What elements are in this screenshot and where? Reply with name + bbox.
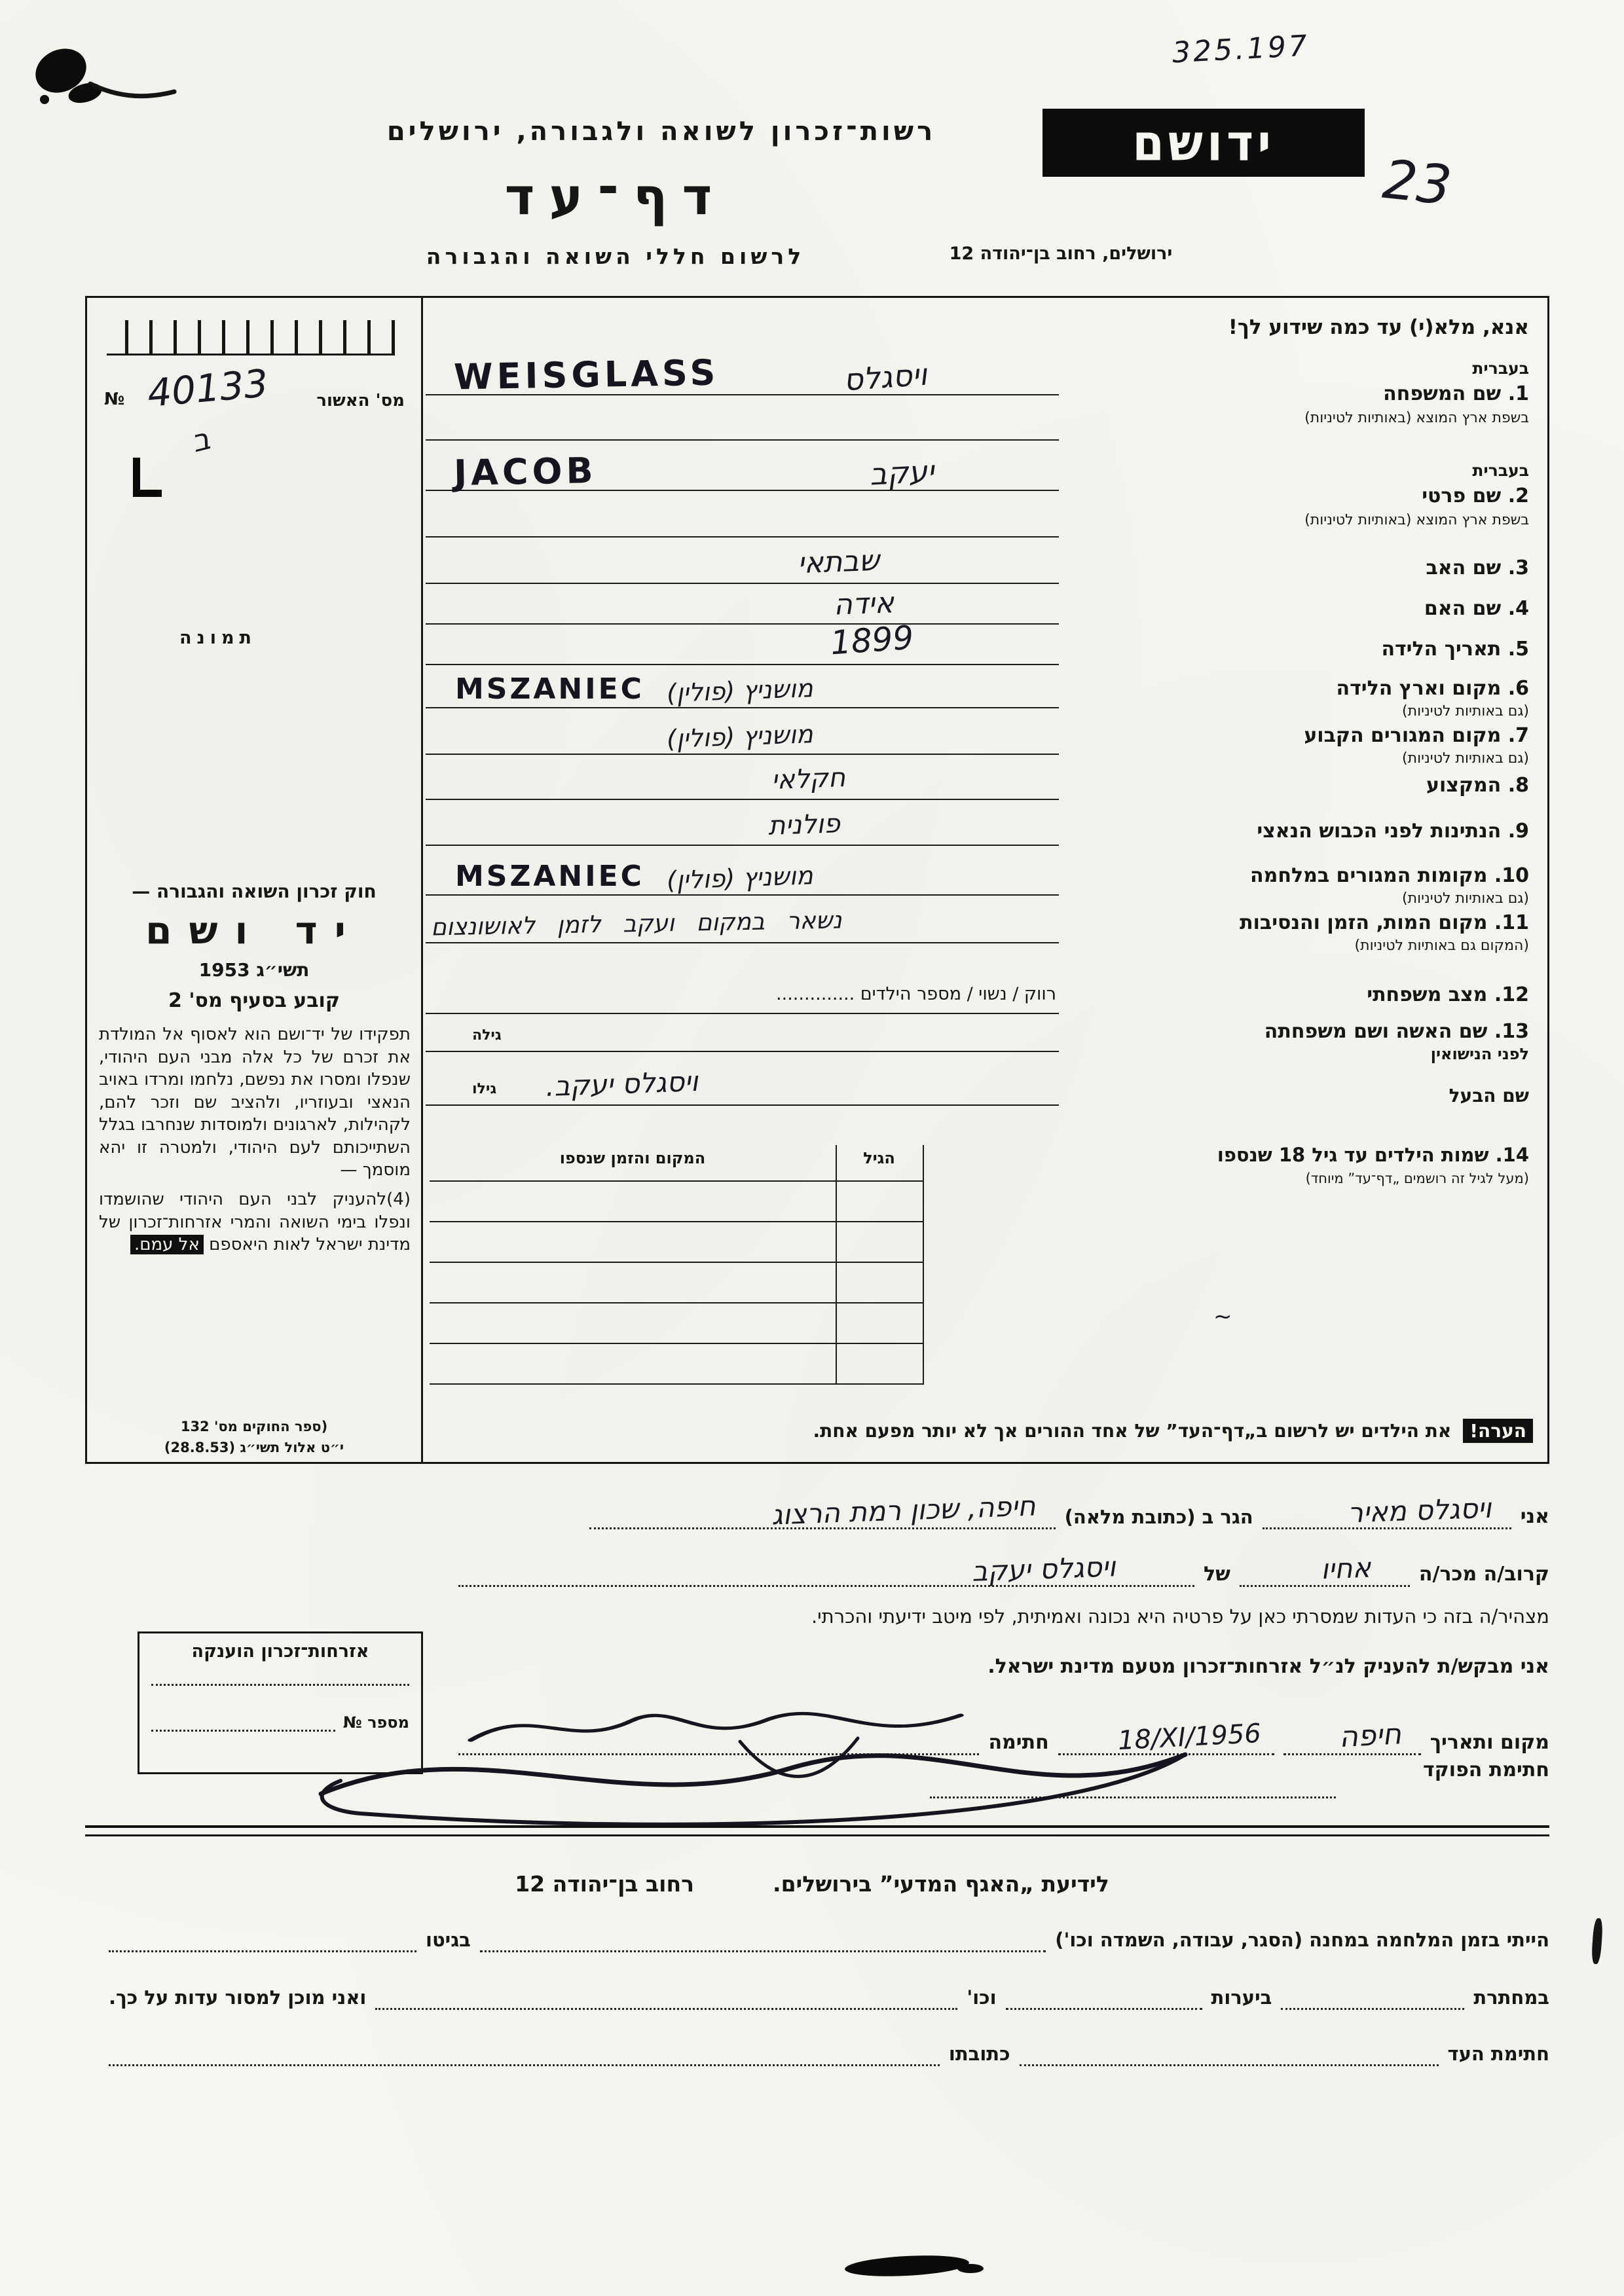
field6-label: 6. מקום וארץ הלידה (1336, 677, 1529, 700)
note-tag: הערה! (1463, 1419, 1533, 1443)
underground-forests-row (109, 1986, 1549, 2010)
first-name-latin-handwritten: JACOB (453, 450, 598, 494)
children-table-place-header: המקום והזמן שנספו (559, 1149, 706, 1167)
residence-handwritten: מושניץ (פולין) (666, 720, 814, 754)
place-field (1283, 1719, 1421, 1755)
birth-year-handwritten: 1899 (829, 618, 915, 663)
camp-line (480, 1946, 1046, 1952)
field7-label: 7. מקום המגורים הקבוע (1304, 724, 1529, 747)
relation-field (1240, 1552, 1410, 1587)
clerk-signature-label: חתימת הפוקד (1423, 1758, 1549, 1781)
clerk-signature (282, 1715, 1303, 1840)
law-body (99, 1023, 411, 1256)
tally-ticks (107, 320, 395, 354)
camp-text: הייתי בזמן המלחמה במחנה (הסגר, עבודה, השמדה וכו') (1055, 1929, 1549, 1951)
approval-number-label: מס' האשור (316, 391, 405, 410)
witness-signature-row (109, 2043, 1549, 2066)
yad-vashem-logo-text: ידושם (1132, 113, 1275, 173)
field9-line (426, 845, 1059, 846)
office-address: ירושלים, רחוב בן־יהודה 12 (949, 244, 1173, 264)
children-table-row-line (430, 1221, 923, 1222)
underground-label: במחתרת (1473, 1986, 1549, 2009)
law-body-paragraph-1: תפקידו של יד־ושם הוא לאסוף אל המולדת את זכרם של כל אלה מבני העם היהודי, שנפלו ומסרו את נפשם, נלחמו ומרדו באויב הנאצי ובעוזריו, ולהציב שם וזכר להם, לקהילות, לארגונים ולמוסדות שנחרבו בגלל השתייכותם לעם היהודי, ולמטרה זו יהא מוסמך — (99, 1025, 411, 1180)
field8-line (426, 799, 1059, 800)
her-age-label: גילה (472, 1027, 502, 1044)
wartime-residence-hebrew-handwritten: מושניץ (פולין) (666, 861, 814, 895)
testify-text: ואני מוכן למסור עדות על כך. (109, 1986, 367, 2009)
granted-number-row (151, 1713, 409, 1732)
witness-address-label: כתובתו (948, 2043, 1010, 2065)
witness-sig-line (1020, 2060, 1439, 2066)
heading-part-1: לידיעת „האגף המדעי” בירושלים. (773, 1871, 1109, 1897)
page-number-handwritten: 23 (1380, 148, 1455, 218)
law-reference-2: י״ט אלול תשי״ג (28.8.53) (164, 1440, 344, 1455)
place-date-label: מקום ותאריך (1430, 1731, 1549, 1754)
i-label: אני (1520, 1505, 1549, 1528)
children-table-age-header: הגיל (863, 1149, 895, 1167)
law-heading-2: יד ושם (145, 908, 363, 953)
birthplace-hebrew-handwritten: מושניץ (פולין) (666, 674, 814, 708)
field1-pre-label: בעברית (1472, 359, 1529, 378)
witness-address-handwritten: חיפה, שכון רמת הרצוג (771, 1489, 1037, 1531)
marital-status-options: רווק / נשוי / מספר הילדים .............. (776, 984, 1056, 1004)
declarant-row (589, 1489, 1549, 1531)
field3-label: 3. שם האב (1426, 556, 1529, 579)
column-divider (421, 298, 423, 1462)
profession-handwritten: חקלאי (771, 763, 846, 795)
etc-line (375, 2003, 957, 2010)
form-subtitle: לרשום חללי השואה והגבורה (426, 244, 805, 269)
signature-label: חתימה (988, 1731, 1049, 1754)
children-table-row-line (430, 1262, 923, 1263)
field8-label: 8. המקצוע (1426, 774, 1529, 797)
ink-smear (844, 2253, 969, 2279)
field5-line (426, 664, 1059, 665)
scientific-department-heading (92, 1871, 1532, 1897)
place-handwritten: חיפה (1338, 1717, 1402, 1755)
father-name-handwritten: שבתאי (797, 543, 880, 581)
camp-ghetto-row (109, 1929, 1549, 1952)
approval-mark-handwritten: ב (187, 420, 213, 460)
citizenship-handwritten: פולנית (767, 809, 841, 841)
form-title: דף־עד (504, 168, 727, 227)
field3-line (426, 583, 1059, 584)
date-handwritten: 18/XI/1956 (1116, 1718, 1262, 1757)
field10-label: 10. מקומות המגורים במלחמה (1250, 864, 1529, 887)
spouse-name-handwritten: ויסגלס יעקב. (545, 1065, 699, 1103)
authority-title: רשות־זכרון לשואה ולגבורה, ירושלים (386, 117, 936, 147)
birthplace-latin-handwritten: MSZANIEC (455, 672, 644, 706)
first-name-hebrew-handwritten: יעקב (868, 453, 935, 492)
field6-line (426, 707, 1059, 708)
field13-line-2 (426, 1104, 1059, 1106)
witness-address-field (589, 1489, 1056, 1531)
photo-placeholder-label: תמונה (179, 628, 257, 648)
field6-sub-label: (גם באותיות לטיניות) (1402, 703, 1529, 720)
yad-vashem-logo (1043, 109, 1365, 177)
witness-name-field (1263, 1491, 1511, 1529)
archive-number-handwritten: 325.197 (1171, 29, 1311, 70)
victim-name-handwritten: ויסגלס יעקב (971, 1550, 1116, 1588)
field13-husband-label: שם הבעל (1449, 1085, 1529, 1106)
field2-pre-label: בעברית (1472, 461, 1529, 480)
field11-line (426, 942, 1059, 943)
main-form-box (85, 296, 1549, 1464)
ink-smear-small (957, 2264, 984, 2273)
field2-line-2 (426, 536, 1059, 538)
witness-address-line (109, 2060, 940, 2066)
etc-label: וכו' (967, 1986, 997, 2009)
granted-box-line (151, 1684, 409, 1686)
ghetto-line (109, 1946, 416, 1952)
granted-number-line (151, 1725, 335, 1732)
field1-label: 1. שם המשפחה (1383, 382, 1529, 405)
children-table-vline-2 (923, 1145, 924, 1385)
field1-line-2 (426, 439, 1059, 441)
family-name-hebrew-handwritten: ויסגלס (842, 356, 929, 398)
law-body-paragraph-2 (99, 1188, 411, 1256)
field2-label: 2. שם פרטי (1422, 484, 1529, 507)
note-row (428, 1419, 1533, 1443)
law-body-paragraph-2-text: (4)להעניק לבני העם היהודי שהושמדו ונפלו בימי השואה והמרי אזרחות־זכרון של מדינת ישראל לאות היאספם (99, 1190, 411, 1255)
field11-sub-label: (המקום גם באותיות לטיניות) (1354, 938, 1529, 954)
edge-mark (1591, 1918, 1604, 1965)
law-body-highlight: אל עמם. (130, 1235, 204, 1254)
victim-name-field (458, 1552, 1194, 1587)
witness-name-handwritten: ויסגלס מאיר (1347, 1491, 1492, 1529)
granted-number-label: מספר № (342, 1713, 409, 1732)
ghetto-label: בגיטו (426, 1929, 471, 1951)
children-table-row-line (430, 1343, 923, 1344)
field1-sub-label: בשפת ארץ המוצא (באותיות לטיניות) (1304, 410, 1529, 426)
forests-label: ביערות (1211, 1986, 1272, 2009)
field7-line (426, 754, 1059, 755)
field14-sub-label: (מעל לגיל זה רושמים „דף־עד” מיוחד) (1305, 1171, 1529, 1186)
field4-line (426, 623, 1059, 625)
field12-line (426, 1013, 1059, 1014)
field5-label: 5. תאריך הלידה (1381, 638, 1529, 661)
field10-sub-label: (גם באותיות לטיניות) (1402, 890, 1529, 907)
citizenship-granted-box (138, 1631, 423, 1774)
section-divider-top (85, 1825, 1549, 1828)
stray-mark-handwritten: ~ (1213, 1303, 1232, 1330)
law-heading-4: קובע בסעיף מס' 2 (168, 989, 340, 1012)
field14-label: 14. שמות הילדים עד גיל 18 שנספו (1217, 1144, 1529, 1166)
relation-row (458, 1552, 1549, 1587)
relation-handwritten: אחיו (1320, 1551, 1371, 1586)
tally-marks (107, 320, 395, 355)
his-age-label: גילו (472, 1081, 497, 1097)
heading-part-2: רחוב בן־יהודה 12 (515, 1871, 695, 1897)
field11-label: 11. מקום המות, הזמן והנסיבות (1240, 911, 1529, 934)
mother-name-handwritten: אידה (833, 586, 895, 622)
field7-sub-label: (גם באותיות לטיניות) (1402, 750, 1529, 767)
family-name-latin-handwritten: WEISGLASS (453, 352, 720, 398)
field13-line-1 (426, 1051, 1059, 1052)
wartime-residence-latin-handwritten: MSZANIEC (455, 860, 644, 893)
granted-box-title: אזרחות־זכרון הוענקה (191, 1641, 369, 1662)
note-text: את הילדים יש לרשום ב„דף־העד” של אחד ההורים אך לא יותר מפעם אחת. (813, 1420, 1452, 1442)
field12-label: 12. מצב משפחתי (1367, 983, 1529, 1006)
underground-line (1281, 2003, 1464, 2010)
approval-number-symbol: № (104, 390, 125, 409)
approval-number-handwritten: 40133 (145, 361, 270, 416)
section-divider-bottom (85, 1834, 1549, 1836)
children-table-row-line (430, 1383, 923, 1385)
field4-label: 4. שם האם (1424, 597, 1529, 620)
of-label: של (1204, 1563, 1230, 1586)
relation-label: קרוב/ה מכר/ה (1418, 1563, 1549, 1586)
ink-blot-icon (25, 38, 189, 136)
address-label: הגר ב (כתובת מלאה) (1064, 1506, 1253, 1528)
crop-corner-mark (133, 458, 162, 497)
field2-sub-label: בשפת ארץ המוצא (באותיות לטיניות) (1304, 512, 1529, 528)
fill-in-instruction: אנא, מלא(י) עד כמה שידוע לך! (1228, 316, 1529, 339)
field10-line (426, 894, 1059, 896)
field13-sub-label: לפני הנישואין (1430, 1045, 1529, 1063)
law-heading-1: חוק זכרון השואה והגבורה — (132, 881, 377, 902)
children-table-row-line (430, 1180, 923, 1182)
children-table-row-line (430, 1302, 923, 1303)
declaration-statement: מצהיר/ה בזה כי העדות שמסרתי כאן על פרטיה היא נכונה ואמיתית, לפי מיטב ידיעתי והכרתי. (811, 1605, 1549, 1628)
witness-sig-label: חתימת העד (1447, 2043, 1549, 2065)
law-heading-3: תשי״ג 1953 (198, 959, 310, 981)
field9-label: 9. הנתינות לפני הכבוש הנאצי (1257, 820, 1529, 843)
forests-line (1006, 2003, 1202, 2010)
death-circumstances-handwritten: נשאר במקום ועקב לזמן לאושונצום (430, 907, 842, 941)
citizenship-request: אני מבקש/ת להעניק לנ״ל אזרחות־זכרון מטעם מדינת ישראל. (987, 1655, 1549, 1678)
field13-label: 13. שם האשה ושם משפחתה (1264, 1020, 1529, 1043)
law-reference-1: (ספר החוקים מס' 132 (180, 1419, 328, 1434)
